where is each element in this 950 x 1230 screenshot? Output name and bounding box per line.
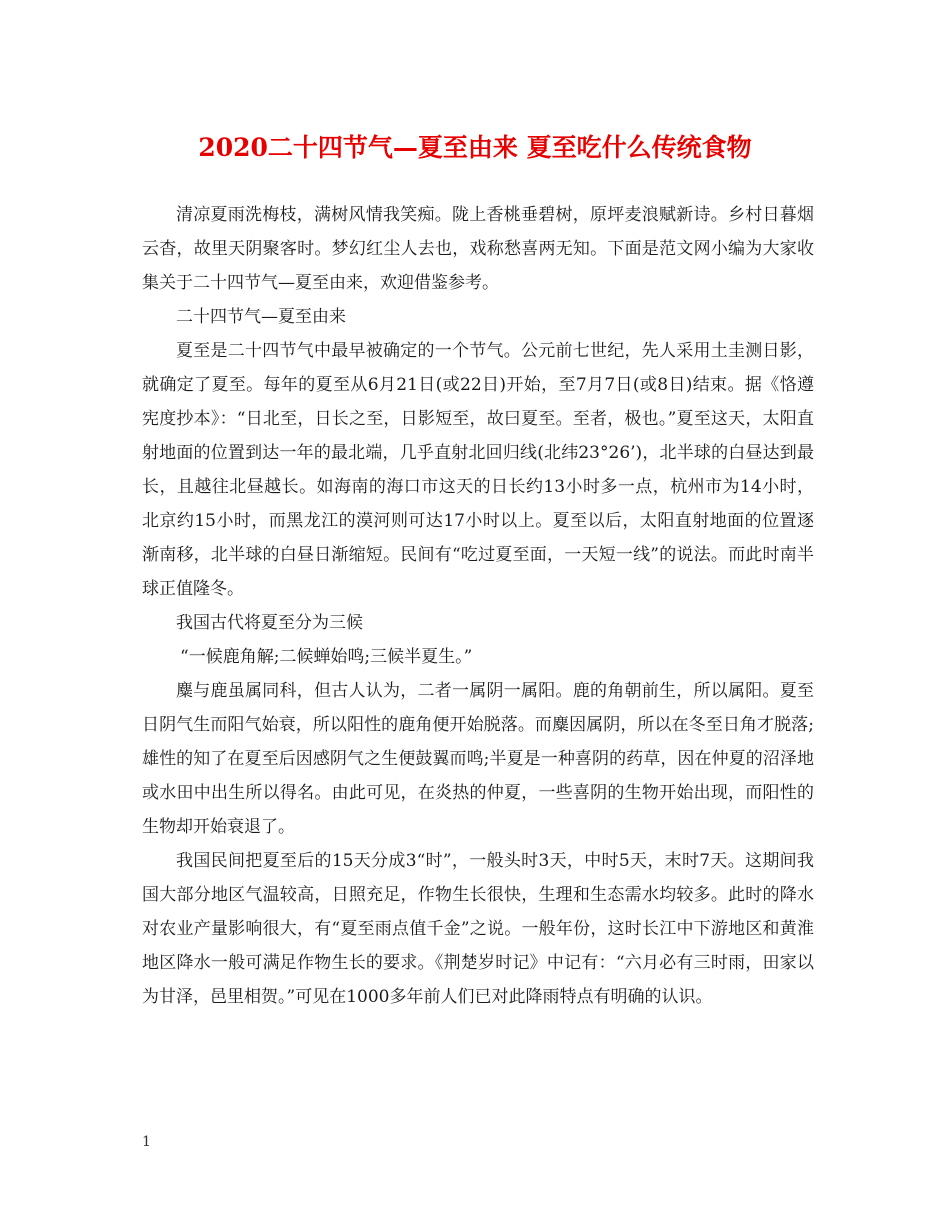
three-phases-quote: “一候鹿角解;二候蝉始鸣;三候半夏生。” <box>180 647 473 667</box>
three-phases-heading: 我国古代将夏至分为三候 <box>176 613 363 633</box>
phases-explanation-paragraph: 麋与鹿虽属同科，但古人认为，二者一属阴一属阳。鹿的角朝前生，所以属阳。夏至日阴气生而阳气始衰，所以阳性的鹿角便开始脱落。而麋因属阴，所以在冬至日角才脱落;雄性的知了在夏至后因感阴气之生便鼓翼而鸣;半夏是一种喜阴的药草，因在仲夏的沼泽地或水田中出生所以得名。由此可见，在炎热的仲夏，一些喜阴的生物开始出现，而阳性的生物却开始衰退了。 <box>142 681 814 837</box>
summer-solstice-origin-paragraph: 夏至是二十四节气中最早被确定的一个节气。公元前七世纪，先人采用土圭测日影，就确定了夏至。每年的夏至从6月21日(或22日)开始，至7月7日(或8日)结束。据《恪遵宪度抄本》：“日北至，日长之至，日影短至，故曰夏至。至者，极也。”夏至这天，太阳直射地面的位置到达一年的最北端，几乎直射北回归线(北纬23°26’)，北半球的白昼达到最长，且越往北昼越长。如海南的海口市这天的日长约13小时多一点，杭州市为14小时，北京约15小时，而黑龙江的漠河则可达17小时以上。夏至以后，太阳直射地面的位置逐渐南移，北半球的白昼日渐缩短。民间有“吃过夏至面，一天短一线”的说法。而此时南半球正值隆冬。 <box>142 341 814 599</box>
folk-rainfall-paragraph: 我国民间把夏至后的15天分成3“时”，一般头时3天，中时5天，末时7天。这期间我国大部分地区气温较高，日照充足，作物生长很快，生理和生态需水均较多。此时的降水对农业产量影响很大，有“夏至雨点值千金”之说。一般年份，这时长江中下游地区和黄淮地区降水一般可满足作物生长的要求。《荆楚岁时记》中记有：“六月必有三时雨，田家以为甘泽，邑里相贺。”可见在1000多年前人们已对此降雨特点有明确的认识。 <box>142 851 814 1007</box>
page-number: 1 <box>142 1134 151 1150</box>
section-heading: 二十四节气—夏至由来 <box>176 307 346 327</box>
intro-paragraph: 清凉夏雨洗梅枝，满树风情我笑痴。陇上香桃垂碧树，原坪麦浪赋新诗。乡村日暮烟云杳，故里天阴聚客时。梦幻红尘人去也，戏称愁喜两无知。下面是范文网小编为大家收集关于二十四节气—夏至由来，欢迎借鉴参考。 <box>142 205 814 293</box>
document-body <box>142 198 814 1014</box>
document-title: 2020二十四节气—夏至由来 夏至吃什么传统食物 <box>198 133 752 162</box>
